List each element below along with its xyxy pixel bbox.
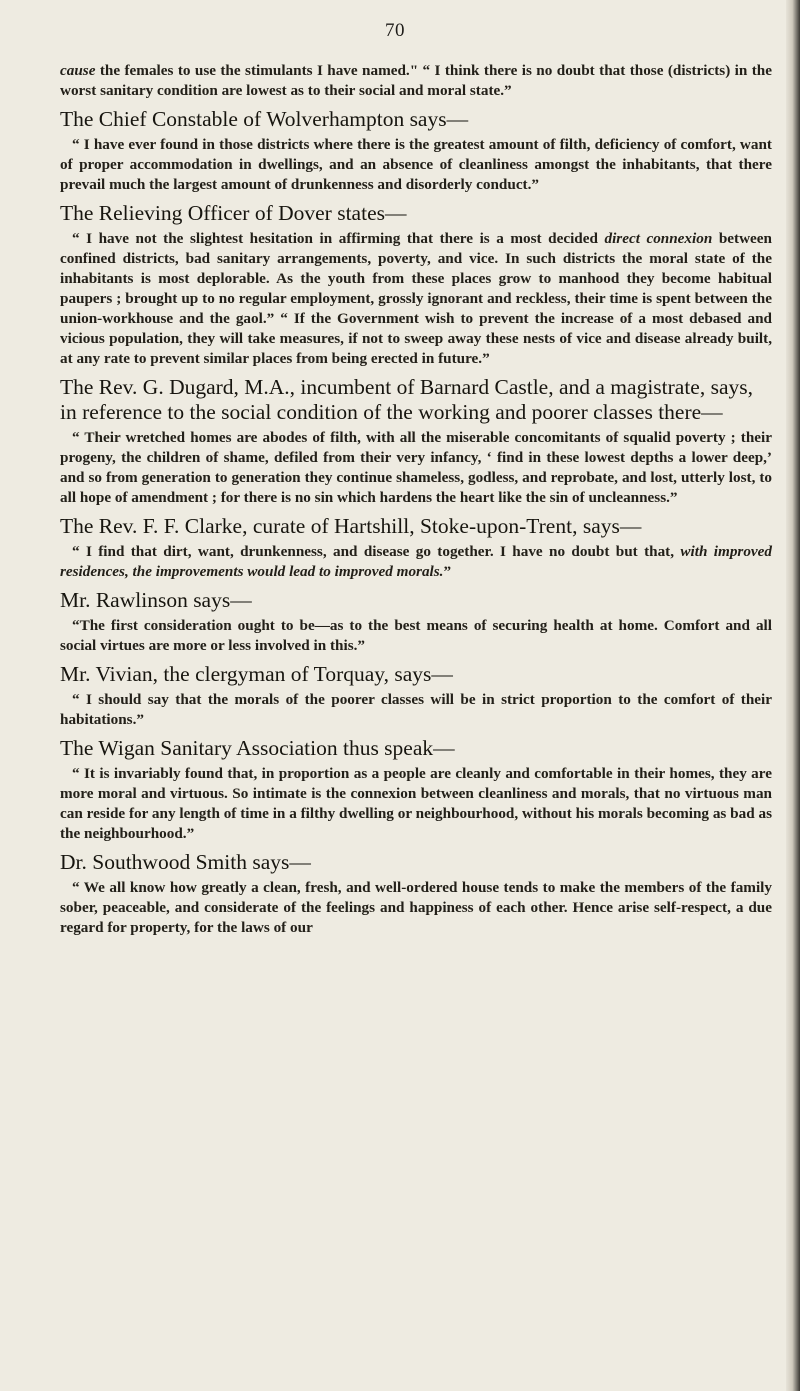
quote-rev-clarke-italic: with improved residences, the improvements would lead to improved morals. [60,543,772,580]
heading-southwood-smith: Dr. Southwood Smith says— [60,850,311,874]
quote-southwood-smith: “ We all know how greatly a clean, fresh, and well-ordered house tends to make the members of the family sober, peaceable, and considerate of the feelings and happiness of each other. Hence arise self-respect, a due regard for property, for the laws of our [60,879,772,936]
quote-wigan-association: “ It is invariably found that, in proportion as a people are cleanly and comfortable in their homes, they are more moral and virtuous. So intimate is the connexion between cleanliness and morals, that no virtuous man can reside for any length of time in a filthy dwelling or neighbourhood, without his morals becoming as bad as the neighbourhood.” [60,765,772,842]
quote-rev-clarke [60,542,772,582]
page-number: 70 [385,20,405,41]
heading-rev-clarke: The Rev. F. F. Clarke, curate of Hartshill, Stoke-upon-Trent, says— [60,514,642,538]
heading-wigan-association: The Wigan Sanitary Association thus speak— [60,736,455,760]
intro-paragraph [60,61,772,101]
heading-relieving-officer: The Relieving Officer of Dover states— [60,201,407,225]
quote-relieving-officer-italic: direct connexion [604,230,713,247]
page-text [60,61,772,938]
quote-rev-clarke-b: ” [443,563,452,580]
quote-relieving-officer-a: “ I have not the slightest hesitation in affirming that there is a most decided [72,230,605,247]
heading-rawlinson: Mr. Rawlinson says— [60,588,252,612]
intro-lead-italic: cause [60,62,96,79]
quote-rev-dugard: “ Their wretched homes are abodes of filth, with all the miserable concomitants of squalid poverty ; their progeny, the children of shame, defiled from their very infancy, ‘ find in these lowest depths a lower deep,’ and so from generation to generation they continue shameless, godless, and reprobate, and lost, utterly lost, to all hope of amendment ; for there is no sin which hardens the heart like the sin of uncleanness.” [60,429,772,506]
intro-text: the females to use the stimulants I have named." “ I think there is no doubt that those (districts) in the worst sanitary condition are lowest as to their social and moral state.” [60,62,772,99]
quote-chief-constable: “ I have ever found in those districts where there is the greatest amount of filth, deficiency of comfort, want of proper accommodation in dwellings, and an absence of cleanliness amongst the inhabitants, that there prevail much the largest amount of drunkenness and disorderly conduct.” [60,136,772,193]
quote-relieving-officer [60,229,772,369]
page-edge-shadow [786,0,800,1391]
heading-vivian: Mr. Vivian, the clergyman of Torquay, says— [60,662,453,686]
quote-rev-clarke-a: “ I find that dirt, want, drunkenness, and disease go together. I have no doubt but that, [72,543,681,560]
heading-chief-constable: The Chief Constable of Wolverhampton says— [60,107,469,131]
quote-relieving-officer-b: between confined districts, bad sanitary arrangements, poverty, and vice. In such districts the moral state of the inhabitants is most deplorable. As the youth from these places grow to manhood they become habitual paupers ; brought up to no regular employment, grossly ignorant and reckless, their time is spent between the union-workhouse and the gaol.” “ If the Government wish to prevent the increase of a most debased and vicious population, they will take measures, if not to sweep away these nests of vice and disease already built, at any rate to prevent similar places from being erected in future.” [60,230,772,367]
quote-rawlinson: “The first consideration ought to be—as to the best means of securing health at home. Comfort and all social virtues are more or less involved in this.” [60,617,772,654]
quote-vivian: “ I should say that the morals of the poorer classes will be in strict proportion to the comfort of their habitations.” [60,691,772,728]
heading-rev-dugard: The Rev. G. Dugard, M.A., incumbent of Barnard Castle, and a magistrate, says, in reference to the social condition of the working and poorer classes there— [60,375,753,424]
